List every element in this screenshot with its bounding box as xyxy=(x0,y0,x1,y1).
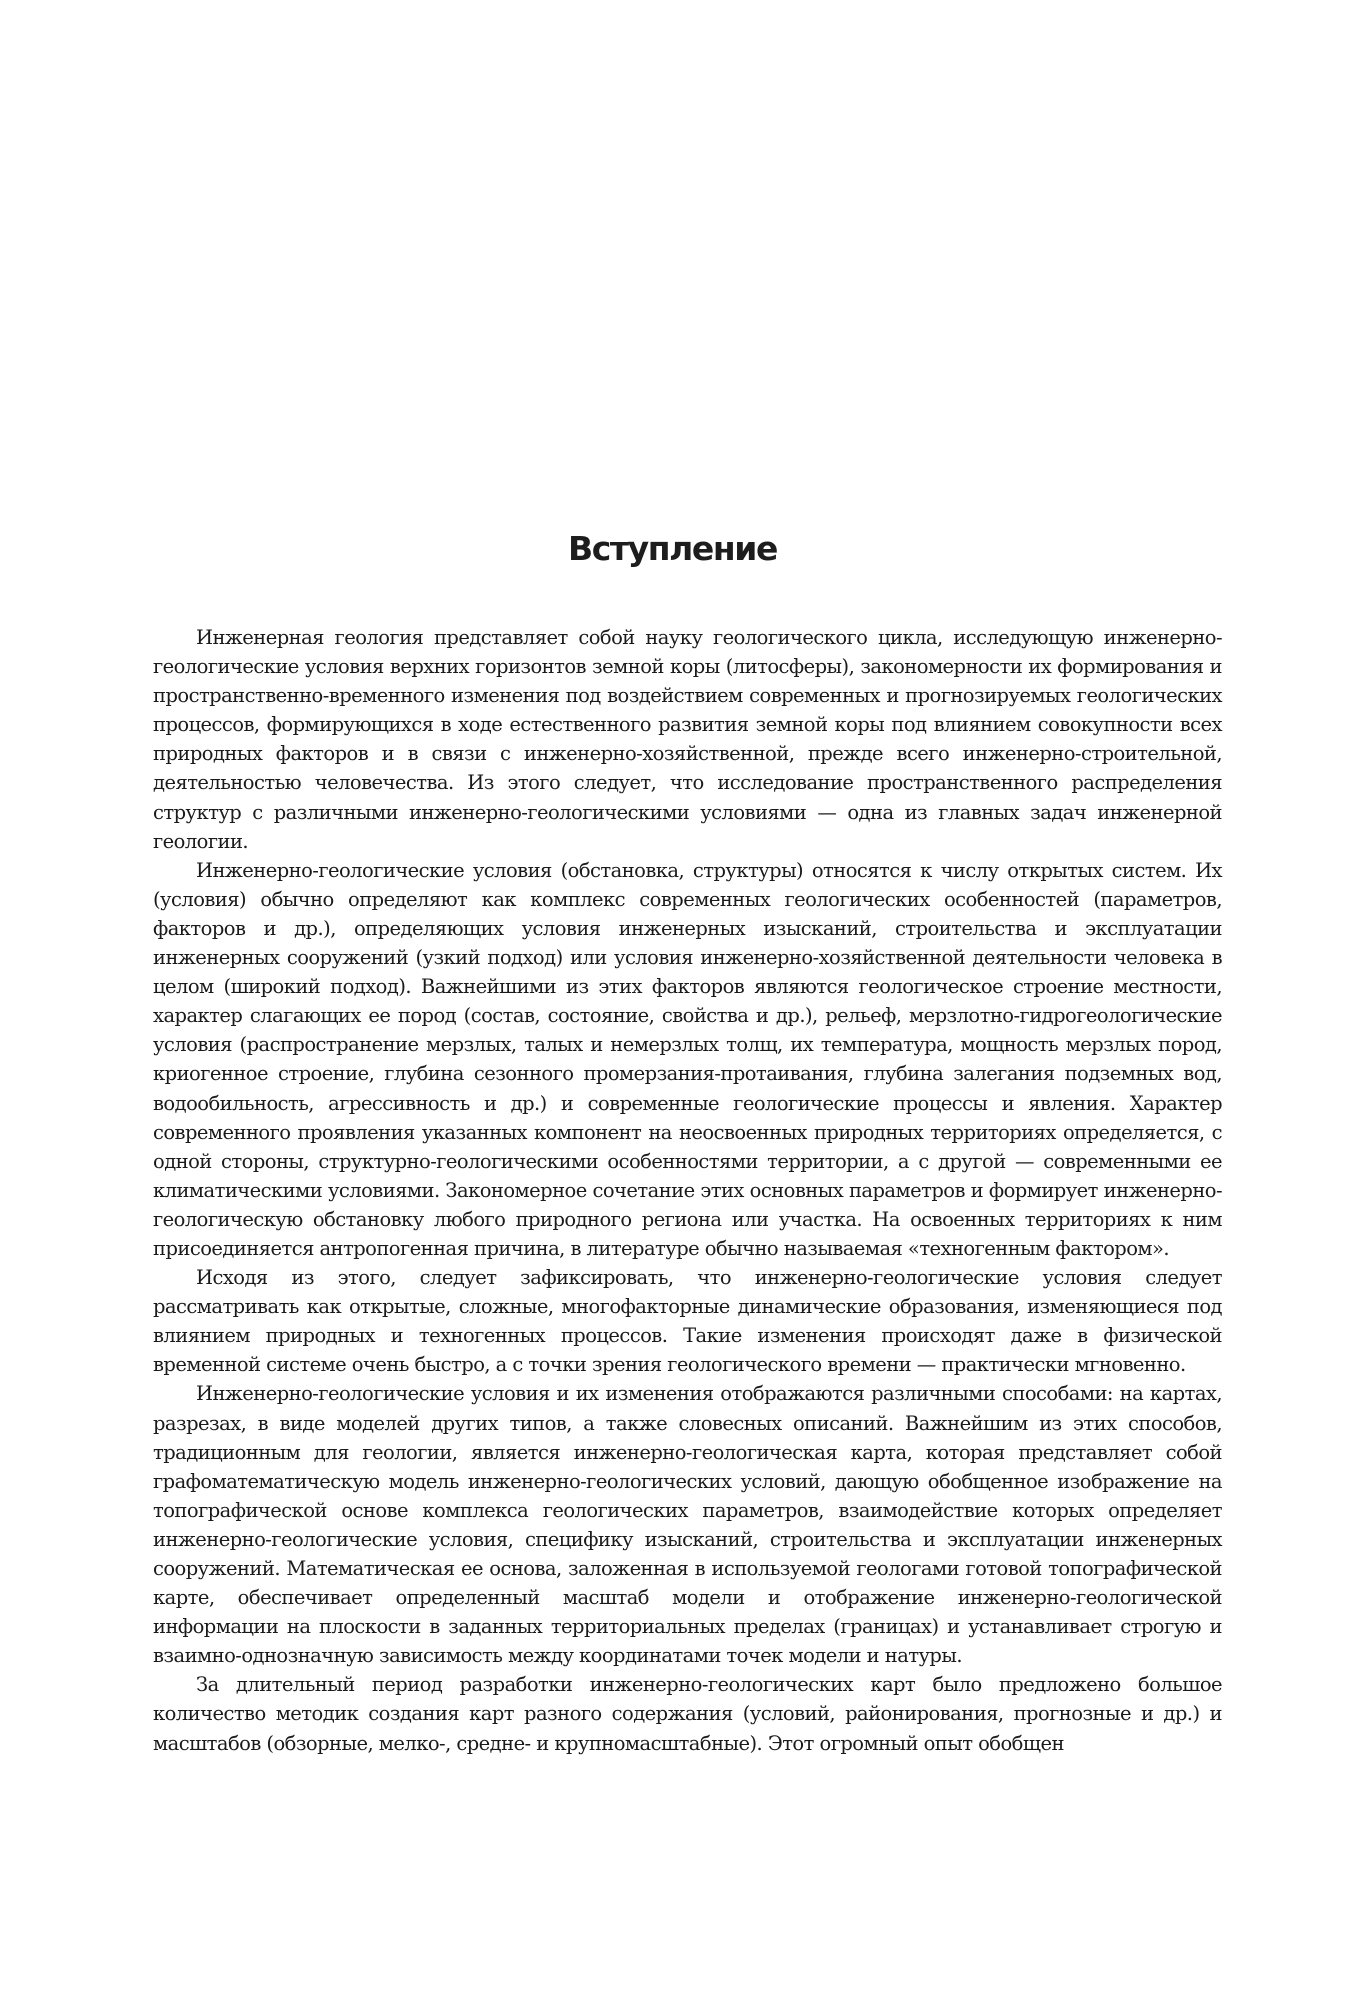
paragraph: Инженерно-геологические условия (обстановка, структуры) относятся к числу открытых систем. Их (условия) обычно определяют как комплекс современных геологических особенностей (параметров, факторов и др.), определяющих условия инженерных изысканий, строительства и эксплуатации инженерных сооружений (узкий подход) или условия инженерно-хозяйственной деятельности человека в целом (широкий подход). Важнейшими из этих факторов являются геологическое строение местности, характер слагающих ее пород (состав, состояние, свойства и др.), рельеф, мерзлотно-гидрогеологические условия (распространение мерзлых, талых и немерзлых толщ, их температура, мощность мерзлых пород, криогенное строение, глубина сезонного промерзания-протаивания, глубина залегания подземных вод, водообильность, агрессивность и др.) и современные геологические процессы и явления. Характер современного проявления указанных компонент на неосвоенных природных территориях определяется, с одной стороны, структурно-геологическими особенностями территории, а с другой — современными ее климатическими условиями. Закономерное сочетание этих основных параметров и формирует инженерно-геологическую обстановку любого природного региона или участка. На освоенных территориях к ним присоединяется антропогенная причина, в литературе обычно называемая «техногенным фактором». xyxy=(153,858,1222,1260)
section-heading: Вступление xyxy=(567,529,777,568)
paragraph: Инженерная геология представляет собой науку геологического цикла, исследующую инженерно-геологические условия верхних горизонтов земной коры (литосферы), закономерности их формирования и пространственно-временного изменения под воздействием современных и прогнозируемых геологических процессов, формирующихся в ходе естественного развития земной коры под влиянием совокупности всех природных факторов и в связи с инженерно-хозяйственной, прежде всего инженерно-строительной, деятельностью человечества. Из этого следует, что исследование пространственного распределения структур с различными инженерно-геологическими условиями — одна из главных задач инженерной геологии. xyxy=(153,626,1222,853)
paragraph: За длительный период разработки инженерно-геологических карт было предложено большое количество методик создания карт разного содержания (условий, районирования, прогнозные и др.) и масштабов (обзорные, мелко-, средне- и крупномасштабные). Этот огромный опыт обобщен xyxy=(153,1673,1222,1755)
body-text xyxy=(153,623,1222,1758)
paragraph: Инженерно-геологические условия и их изменения отображаются различными способами: на картах, разрезах, в виде моделей других типов, а также словесных описаний. Важнейшим из этих способов, традиционным для геологии, является инженерно-геологическая карта, которая представляет собой графоматематическую модель инженерно-геологических условий, дающую обобщенное изображение на топографической основе комплекса геологических параметров, взаимодействие которых определяет инженерно-геологические условия, специфику изысканий, строительства и эксплуатации инженерных сооружений. Математическая ее основа, заложенная в используемой геологами готовой топографической карте, обеспечивает определенный масштаб модели и отображение инженерно-геологической информации на плоскости в заданных территориальных пределах (границах) и устанавливает строгую и взаимно-однозначную зависимость между координатами точек модели и натуры. xyxy=(153,1382,1222,1668)
paragraph: Исходя из этого, следует зафиксировать, что инженерно-геологические условия следует рассматривать как открытые, сложные, многофакторные динамические образования, изменяющиеся под влиянием природных и техногенных процессов. Такие изменения происходят даже в физической временной системе очень быстро, а с точки зрения геологического времени — практически мгновенно. xyxy=(153,1266,1222,1377)
